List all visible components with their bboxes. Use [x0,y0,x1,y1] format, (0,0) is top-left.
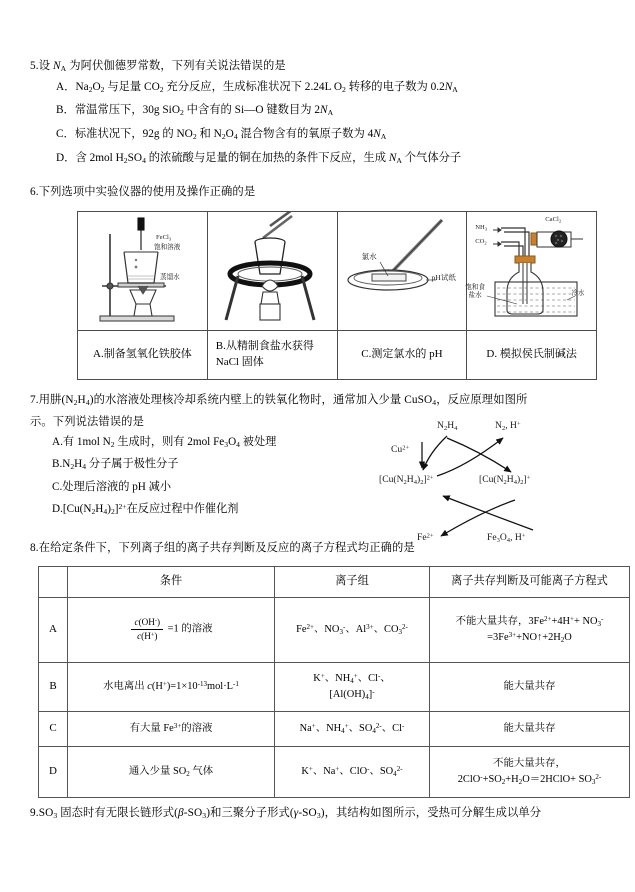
question-7-stem-line2: 示。下列说法错误的是 [30,415,144,428]
row-c-judgment: 能大量共存 [430,711,630,746]
table-row [39,746,630,797]
figure-label-saturated-solution: 饱和溶液 [154,243,181,251]
q5-stem-suffix: 为阿伏伽德罗常数，下列有关说法错误的是 [66,60,286,72]
figure-evaporating-dish [208,212,337,330]
q7-option-b-text: $N_2H_4$ 分子属于极性分子 [62,458,179,472]
question-8-stem [30,540,610,558]
apparatus-label-a: A.制备氢氧化铁胶体 [78,330,208,379]
catalytic-cycle-diagram [375,414,625,554]
q6-number: 6. [30,186,39,198]
q9-stem-text: $SO_3$ 固态时有无限长链形式$(\beta-SO_3)$和三聚分子形式$(\gamma-SO_3)$，其结构如图所示，受热可分解生成以单分 [38,807,542,821]
q5-option-d-letter: D． [56,151,76,164]
q5-option-d-text: 含 2mol $H_2SO_4$ 的浓硫酸与足量的铜在加热的条件下反应，生成 $N_A$ 个气体分子 [75,151,462,165]
row-b-ions: K+、$NH_4^+$、Cl-、 $[Al(OH)_4]^-$ [275,662,430,711]
q5-option-b-letter: B． [56,104,75,117]
row-d-judgment: 不能大量共存， $2ClO^-+SO_2+H_2O=2HClO+ SO_3^{2-}$ [430,746,630,797]
header-judgment: 离子共存判断及可能离子方程式 [430,566,630,597]
apparatus-cell-b [207,211,337,330]
row-d-condition: 通入少量 $SO_2$ 气体 [68,746,275,797]
q6-stem-text: 下列选项中实验仪器的使用及操作正确的是 [38,186,256,198]
apparatus-cell-a [78,211,208,330]
question-6-block [30,184,610,380]
q5-na-symbol: N [53,60,61,72]
question-9-stem [30,805,610,823]
figure-label-cold-water: 冷水 [571,289,585,297]
row-c-letter: C [39,711,68,746]
q7-option-d-text: $[Cu(N_2H_4)_2]^{2+}$在反应过程中作催化剂 [62,502,239,517]
q7-option-d-letter: D. [52,503,63,516]
figure-hou-soda-process [467,212,596,330]
q5-option-b [30,99,610,123]
row-a-judgment: 不能大量共存，$3Fe^{2+}+4H^++ NO_3^-$ $=3Fe^{3+}+NO↑+2H_2O$ [430,597,630,662]
row-a-letter: A [39,597,68,662]
figure-label-saturated-brine: 饱和食 盐水 [465,283,486,299]
figure-label-distilled-water: 蒸馏水 [160,273,180,281]
figure-label-ph-paper: pH试纸 [431,272,456,282]
q5-option-c [30,123,610,147]
cycle-node-n2h4: $N_2H_4$ [437,420,458,432]
question-7-stem-line1 [30,392,610,410]
q7-option-c-letter: C. [52,480,63,493]
question-6-stem [30,184,610,202]
row-b-condition: 水电离出 $c(H^+)=1\times 10^{-13}mol\cdot L^{-1}$ [68,662,275,711]
figure-label-chlorine-water: 氯水 [361,251,377,261]
q5-option-c-letter: C． [56,127,75,140]
q5-na-subscript: A [60,64,67,74]
cycle-node-complex-2plus: $[Cu(N_2H_4)_2]^{2+}$ [379,474,434,486]
q7-stem-line1-text: 用肼$(N_2H_4)$的水溶液处理核冷却系统内壁上的铁氧化物时，通常加入少量 CuSO$_4$，反应原理如图所 [38,394,528,408]
question-8-block [30,540,610,798]
cycle-node-n2-hplus: $N_2$, H+ [495,420,521,432]
apparatus-options-table [77,211,597,380]
q8-stem-text: 在给定条件下，下列离子组的离子共存判断及反应的离子方程式均正确的是 [38,542,415,554]
row-a-condition: $\frac{c(OH^-)}{c(H^+)}$ =1 的溶液 [68,597,275,662]
row-b-judgment: 能大量共存 [430,662,630,711]
table-row [39,662,630,711]
q8-number: 8. [30,542,39,554]
ion-coexistence-table [38,566,630,798]
table-row [39,711,630,746]
figure-label-nh3: $NH_3$ [475,223,488,231]
row-d-ions: K+、Na+、ClO-、$SO_4^{2-}$ [275,746,430,797]
question-9-block [30,805,610,823]
figure-iron-hydroxide-colloid [78,212,207,330]
q5-option-a [30,76,610,100]
header-blank [39,566,68,597]
apparatus-figure-row [78,211,597,330]
row-c-ions: Na+、$NH_4^+$、$SO_4^{2-}$、Cl- [275,711,430,746]
header-ion-group: 离子组 [275,566,430,597]
q5-option-d [30,147,610,171]
q5-option-a-letter: A． [56,80,76,93]
q5-option-b-text: 常温常压下，30g SiO$_2$ 中含有的 Si—O 键数目为 $2N_A$ [74,104,334,118]
cycle-node-complex-1plus: $[Cu(N_2H_4)_2]^+$ [479,474,531,486]
row-d-letter: D [39,746,68,797]
q5-option-c-text: 标准状况下，92g 的 $NO_2$ 和 $N_2O_4$ 混合物含有的氧原子数为 $4N_A$ [74,127,387,142]
cycle-node-fe3o4-hplus: $Fe_3O_4$, H+ [487,532,526,544]
apparatus-label-b: B.从精制食盐水获得 NaCl 固体 [207,330,337,379]
row-c-condition: 有大量 $Fe^{3+}$的溶液 [68,711,275,746]
q7-option-b-letter: B. [52,458,63,471]
apparatus-label-c: C.测定氯水的 pH [337,330,467,379]
q5-option-a-text: $Na_2O_2$ 与足量 $CO_2$ 充分反应，生成标准状况下 2.24L $O_2$ 转移的电子数为 $0.2N_A$ [75,80,458,94]
q5-number: 5. [30,60,39,72]
row-b-letter: B [39,662,68,711]
table-row [39,597,630,662]
q7-option-a-letter: A. [52,436,63,448]
question-5-block [30,58,610,170]
cycle-node-fe2plus: $Fe^{2+}$ [417,532,434,543]
q7-option-a-text: 有 1mol $N_2$ 生成时，则有 2mol $Fe_3O_4$ 被处理 [62,436,277,450]
figure-ph-paper-test [338,212,467,330]
table-header-row [39,566,630,597]
question-5-stem [30,58,610,76]
question-7-block [30,392,610,544]
row-a-ions: $Fe^{2+}$、$NO_3^-$、$Al^{3+}$、$CO_3^{2-}$ [275,597,430,662]
q7-option-c-text: 处理后溶液的 pH 减小 [62,480,172,493]
apparatus-label-row [78,330,597,379]
q7-number: 7. [30,394,39,406]
figure-label-fecl3: FeCl$_3$ [156,233,172,241]
q5-stem-prefix: 设 [38,60,54,72]
header-condition: 条件 [68,566,275,597]
q9-number: 9. [30,807,39,819]
figure-label-co2: $CO_2$ [475,237,487,245]
apparatus-label-d: D. 模拟侯氏制碱法 [467,330,597,379]
apparatus-cell-c [337,211,467,330]
apparatus-cell-d [467,211,597,330]
figure-label-cacl2: CaCl$_2$ [545,215,562,223]
cycle-node-cu2plus: $Cu^{2+}$ [391,444,410,455]
